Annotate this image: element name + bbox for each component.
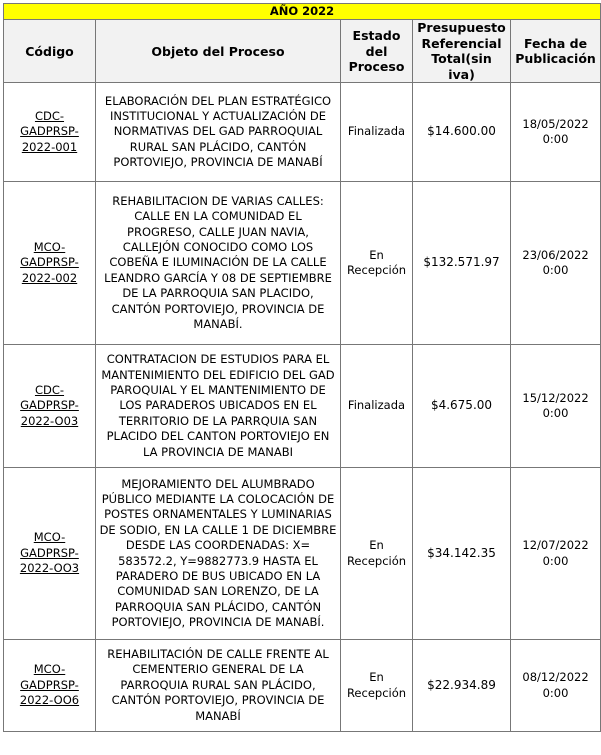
- table-row: [4, 83, 601, 182]
- row-code-cell[interactable]: [4, 182, 96, 345]
- process-object: REHABILITACION DE VARIAS CALLES: CALLE EN LA COMUNIDAD EL PROGRESO, CALLE JUAN NAVIA, CALLEJÓN CONOCIDO COMO LOS COBEÑA E ILUMINACIÓN DE LA CALLE LEANDRO GARCÍA Y 08 DE SEPTIEMBRE DE LA PARROQUIA SAN PLACIDO, CANTÓN PORTOVIEJO, PROVINCIA DE MANABÍ.: [96, 182, 341, 345]
- process-budget: $22.934.89: [413, 640, 511, 732]
- table-row: [4, 345, 601, 468]
- publication-date: 18/05/2022 0:00: [511, 83, 601, 182]
- publication-date: 12/07/2022 0:00: [511, 468, 601, 640]
- year-title: AÑO 2022: [4, 4, 601, 20]
- header-estado: Estado del Proceso: [341, 20, 413, 83]
- process-budget: $132.571.97: [413, 182, 511, 345]
- row-code-cell[interactable]: [4, 83, 96, 182]
- table-row: [4, 640, 601, 732]
- row-code-cell[interactable]: [4, 640, 96, 732]
- publication-date: 08/12/2022 0:00: [511, 640, 601, 732]
- header-fecha: Fecha de Publicación: [511, 20, 601, 83]
- process-object: ELABORACIÓN DEL PLAN ESTRATÉGICO INSTITUCIONAL Y ACTUALIZACIÓN DE NORMATIVAS DEL GAD PARROQUIAL RURAL SAN PLÁCIDO, CANTÓN PORTOVIEJO, PROVINCIA DE MANABÍ: [96, 83, 341, 182]
- process-code-link[interactable]: MCO- GADPRSP- 2022-OO3: [19, 530, 80, 576]
- process-code-link[interactable]: CDC- GADPRSP- 2022-O03: [20, 382, 79, 428]
- process-status: Finalizada: [341, 345, 413, 468]
- process-status: En Recepción: [341, 468, 413, 640]
- process-code-link[interactable]: MCO- GADPRSP- 2022-002: [20, 239, 79, 285]
- header-row: [4, 20, 601, 83]
- process-status: En Recepción: [341, 640, 413, 732]
- process-budget: $4.675.00: [413, 345, 511, 468]
- table-row: [4, 468, 601, 640]
- process-budget: $14.600.00: [413, 83, 511, 182]
- year-row: [4, 4, 601, 20]
- process-budget: $34.142.35: [413, 468, 511, 640]
- process-status: En Recepción: [341, 182, 413, 345]
- procurement-table: [3, 3, 601, 732]
- row-code-cell[interactable]: [4, 345, 96, 468]
- header-presupuesto: Presupuesto Referencial Total(sin iva): [413, 20, 511, 83]
- process-object: CONTRATACION DE ESTUDIOS PARA EL MANTENIMIENTO DEL EDIFICIO DEL GAD PAROQUIAL Y EL MANTENIMIENTO DE LOS PARADEROS UBICADOS EN EL TERRITORIO DE LA PARRQUIA SAN PLACIDO DEL CANTON PORTOVIEJO EN LA PROVINCIA DE MANABI: [96, 345, 341, 468]
- row-code-cell[interactable]: [4, 468, 96, 640]
- process-object: REHABILITACIÓN DE CALLE FRENTE AL CEMENTERIO GENERAL DE LA PARROQUIA RURAL SAN PLÁCIDO, CANTÓN PORTOVIEJO, PROVINCIA DE MANABÍ: [96, 640, 341, 732]
- process-object: MEJORAMIENTO DEL ALUMBRADO PÚBLICO MEDIANTE LA COLOCACIÓN DE POSTES ORNAMENTALES Y LUMINARIAS DE SODIO, EN LA CALLE 1 DE DICIEMBRE DESDE LAS COORDENADAS: X= 583572.2, Y=9882773.9 HASTA EL PARADERO DE BUS UBICADO EN LA COMUNIDAD SAN LORENZO, DE LA PARROQUIA SAN PLÁCIDO, CANTÓN PORTOVIEJO, PROVINCIA DE MANABÍ.: [96, 468, 341, 640]
- process-code-link[interactable]: CDC- GADPRSP- 2022-001: [20, 108, 79, 154]
- publication-date: 23/06/2022 0:00: [511, 182, 601, 345]
- header-codigo: Código: [4, 20, 96, 83]
- publication-date: 15/12/2022 0:00: [511, 345, 601, 468]
- process-status: Finalizada: [341, 83, 413, 182]
- process-code-link[interactable]: MCO- GADPRSP- 2022-OO6: [19, 662, 80, 708]
- table-row: [4, 182, 601, 345]
- header-objeto: Objeto del Proceso: [96, 20, 341, 83]
